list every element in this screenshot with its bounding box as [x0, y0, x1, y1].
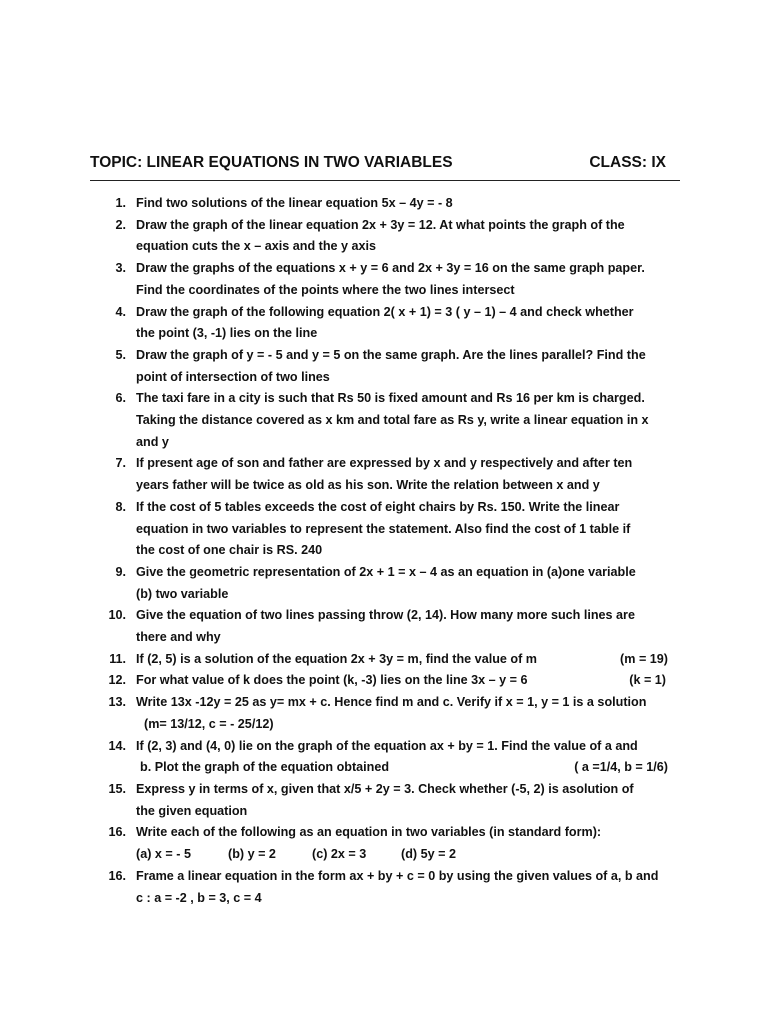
question-text: Express y in terms of x, given that x/5 + 2y = 3. Check whether (-5, 2) is asolution of	[136, 781, 634, 796]
question-number: 2.	[115, 217, 126, 232]
question-number: 10.	[108, 608, 126, 623]
question-number: 1.	[115, 196, 126, 210]
question-13	[100, 692, 700, 735]
option-item: (d) 5y = 2	[401, 847, 456, 862]
option-item: (a) x = - 5	[136, 847, 191, 862]
question-text: Find two solutions of the linear equation 5x – 4y = - 8	[136, 196, 453, 210]
question-text: If (2, 3) and (4, 0) lie on the graph of the equation ax + by = 1. Find the value of a and	[136, 738, 638, 753]
question-3	[100, 258, 700, 301]
answer-text: (m = 19)	[620, 651, 668, 666]
question-text: Find the coordinates of the points where the two lines intersect	[136, 282, 515, 297]
question-12	[100, 670, 700, 692]
question-number: 6.	[115, 391, 126, 406]
question-number: 8.	[115, 499, 126, 514]
question-number: 9.	[115, 564, 126, 579]
question-text: the point (3, -1) lies on the line	[136, 326, 318, 341]
question-number: 4.	[115, 304, 126, 319]
question-text: Write 13x -12y = 25 as y= mx + c. Hence find m and c. Verify if x = 1, y = 1 is a solution	[136, 695, 647, 710]
question-9	[100, 562, 700, 605]
question-text: equation cuts the x – axis and the y axis	[136, 239, 377, 254]
answer-text: (m= 13/12, c = - 25/12)	[144, 716, 274, 731]
question-text: c : a = -2 , b = 3, c = 4	[136, 890, 262, 905]
question-14	[100, 736, 700, 779]
question-text: and y	[136, 434, 169, 449]
question-text: Draw the graph of the linear equation 2x + 3y = 12. At what points the graph of the	[136, 217, 625, 232]
question-number: 13.	[108, 695, 126, 710]
question-text: there and why	[136, 630, 221, 645]
topic-title: TOPIC: LINEAR EQUATIONS IN TWO VARIABLES	[90, 154, 453, 171]
question-15	[100, 779, 700, 822]
question-text: Draw the graphs of the equations x + y = 6 and 2x + 3y = 16 on the same graph paper.	[136, 261, 645, 276]
question-row	[136, 757, 668, 779]
question-6	[100, 388, 700, 453]
option-list	[136, 844, 700, 866]
question-text: the cost of one chair is RS. 240	[136, 543, 323, 558]
question-text: For what value of k does the point (k, -3) lies on the line 3x – y = 6	[136, 673, 528, 688]
question-text: Draw the graph of the following equation 2( x + 1) = 3 ( y – 1) – 4 and check whether	[136, 304, 634, 319]
question-text: Frame a linear equation in the form ax + by + c = 0 by using the given values of a, b and	[136, 868, 659, 883]
question-text: If (2, 5) is a solution of the equation 2x + 3y = m, find the value of m	[136, 651, 537, 666]
question-text: (b) two variable	[136, 586, 229, 601]
question-number: 16.	[108, 868, 126, 883]
question-number: 7.	[115, 456, 126, 471]
question-row	[136, 670, 666, 692]
question-number: 16.	[108, 825, 126, 840]
question-number: 15.	[108, 781, 126, 796]
question-text: Write each of the following as an equation in two variables (in standard form):	[136, 825, 602, 840]
question-text: equation in two variables to represent the statement. Also find the cost of 1 table if	[136, 521, 631, 536]
question-number: 11.	[109, 651, 126, 666]
question-text: years father will be twice as old as his son. Write the relation between x and y	[136, 478, 600, 493]
question-7	[100, 453, 700, 496]
question-1	[100, 193, 700, 215]
question-text: Taking the distance covered as x km and total fare as Rs y, write a linear equation in x	[136, 413, 649, 428]
question-text: If the cost of 5 tables exceeds the cost of eight chairs by Rs. 150. Write the linear	[136, 499, 620, 514]
question-text: Give the geometric representation of 2x + 1 = x – 4 as an equation in (a)one variable	[136, 564, 636, 579]
question-16-second	[100, 866, 700, 909]
option-item: (c) 2x = 3	[312, 847, 367, 862]
answer-text: ( a =1/4, b = 1/6)	[574, 760, 668, 775]
question-5	[100, 345, 700, 388]
question-text: Give the equation of two lines passing throw (2, 14). How many more such lines are	[136, 608, 635, 623]
question-11	[100, 649, 700, 671]
header-rule	[90, 180, 680, 181]
question-10	[100, 605, 700, 648]
question-text: point of intersection of two lines	[136, 369, 330, 384]
class-label: CLASS: IX	[589, 154, 666, 171]
question-16	[100, 822, 700, 865]
question-text: The taxi fare in a city is such that Rs 50 is fixed amount and Rs 16 per km is charged.	[136, 391, 645, 406]
answer-text: (k = 1)	[629, 673, 666, 688]
question-number: 14.	[108, 738, 126, 753]
question-text: Draw the graph of y = - 5 and y = 5 on the same graph. Are the lines parallel? Find the	[136, 347, 646, 362]
question-row	[136, 649, 668, 671]
question-text: If present age of son and father are expressed by x and y respectively and after ten	[136, 456, 633, 471]
question-list	[100, 193, 700, 909]
option-item: (b) y = 2	[228, 847, 276, 862]
question-number: 12.	[108, 673, 126, 688]
question-text: b. Plot the graph of the equation obtained	[140, 760, 390, 775]
worksheet-header	[90, 154, 666, 176]
question-2	[100, 215, 700, 258]
question-number: 5.	[115, 347, 126, 362]
question-4	[100, 302, 700, 345]
question-8	[100, 497, 700, 562]
question-text: the given equation	[136, 803, 248, 818]
question-number: 3.	[115, 261, 126, 276]
